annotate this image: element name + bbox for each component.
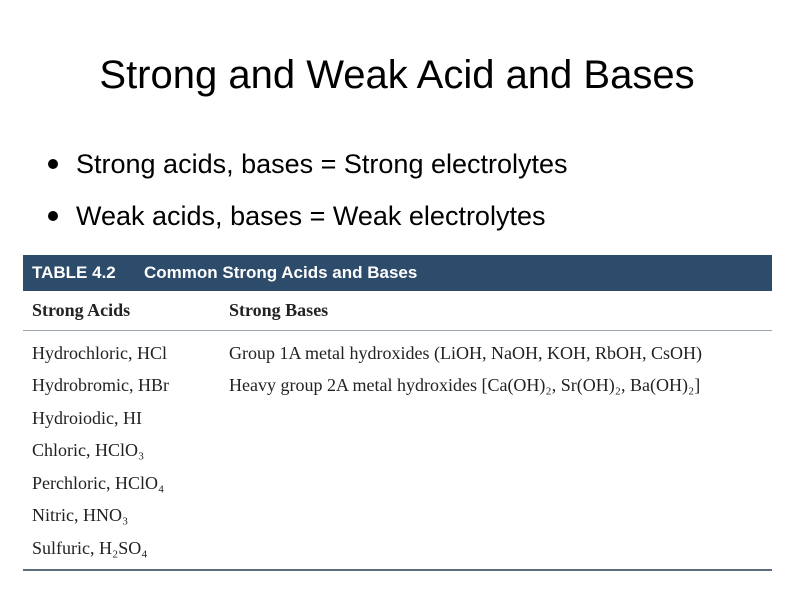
bullet-text: Strong acids, bases = Strong electrolytes <box>76 149 568 179</box>
slide-title: Strong and Weak Acid and Bases <box>99 53 695 97</box>
acid-cell: Hydrobromic, HBr <box>32 375 169 396</box>
bullet-text: Weak acids, bases = Weak electrolytes <box>76 201 546 231</box>
column-header-strong-bases: Strong Bases <box>229 300 329 320</box>
acid-cell: Chloric, HClO₃ <box>32 440 145 461</box>
bullet-list <box>44 138 568 242</box>
bullet-dot-icon <box>48 211 58 221</box>
base-cell: Group 1A metal hydroxides (LiOH, NaOH, KOH, RbOH, CsOH) <box>229 342 702 363</box>
column-header-row <box>23 291 772 331</box>
table-row <box>23 500 772 533</box>
acid-cell: Perchloric, HClO₄ <box>32 472 165 493</box>
table-row <box>23 467 772 500</box>
table-caption: Common Strong Acids and Bases <box>144 263 418 282</box>
acid-cell: Hydrochloric, HCl <box>32 342 167 363</box>
acid-cell: Sulfuric, H₂SO₄ <box>32 537 148 558</box>
table-bottom-rule <box>23 569 772 571</box>
table-body <box>23 331 772 565</box>
bullet-item <box>44 138 568 190</box>
acid-cell: Nitric, HNO₃ <box>32 505 129 526</box>
column-header-strong-acids: Strong Acids <box>32 300 131 320</box>
acid-cell: Hydroiodic, HI <box>32 407 142 428</box>
table-row <box>23 370 772 403</box>
strong-acids-bases-table <box>23 255 772 571</box>
bullet-item <box>44 190 568 242</box>
table-row <box>23 402 772 435</box>
table-row <box>23 532 772 565</box>
table-header-bar <box>23 255 772 291</box>
table-row <box>23 435 772 468</box>
bullet-dot-icon <box>48 159 58 169</box>
base-cell: Heavy group 2A metal hydroxides [Ca(OH)₂, Sr(OH)₂, Ba(OH)₂] <box>229 375 701 396</box>
table-number: TABLE 4.2 <box>32 263 116 282</box>
table-row <box>23 337 772 370</box>
